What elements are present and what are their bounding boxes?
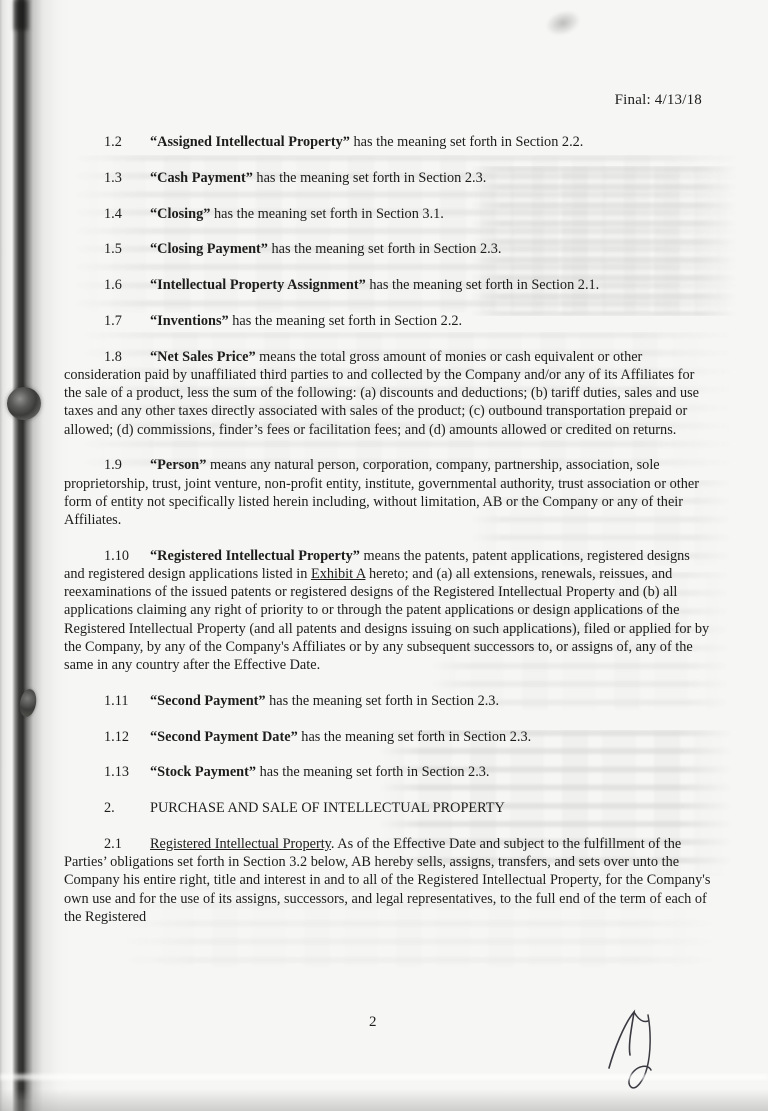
section-text: has the meaning set forth in Section 2.2. [349,134,584,150]
section-text: means any natural person, corporation, company, partnership, association, sole proprietorship, trust, joint venture, non-profit entity, institute, governmental authority, trust association or other form of entity not specifically listed herein including, without limitation, AB or the Company or any of their Affiliates. [64,457,700,528]
section-1-7 [64,312,712,330]
section-text: . As of the Effective Date and subject to the fulfillment of the Parties’ obligations set forth in Section 3.2 below, AB hereby sells, assigns, transfers, and sets over unto the Company his entire right, title and interest in and to all of the Registered Intellectual Property, for the Company's own use and for the use of its assigns, successors, and legal representatives, to the full end of the term of each of the Registered [64,836,711,925]
section-1-13 [64,763,712,781]
section-text: Exhibit A [310,566,366,582]
section-text: hereto; and (a) all extensions, renewals, reissues, and reexaminations of the issued patents or registered designs of the Registered Intellectual Property and (b) all applications claiming any right of priority to or through the patent applications or design applications of the Registered Intellectual Property (and all patents and designs issuing on such applications), filed or applied for by the Company, by any of the Company's Affiliates or by any subsequent successors to, or assigns of, any of the same in any country after the Effective Date. [64,566,710,674]
section-number: 1.5 [104,241,122,258]
section-1-5 [64,240,712,258]
section-1-10 [64,547,712,674]
document-body [64,133,712,944]
section-text: has the meaning set forth in Section 2.1. [365,277,600,294]
section-text: “Assigned Intellectual Property” [150,134,350,150]
section-number: 1.11 [104,692,129,709]
section-2 [64,799,712,817]
section-text: has the meaning set forth in Section 2.2. [228,312,463,329]
section-1-2 [64,133,712,151]
section-text: “Registered Intellectual Property” [150,547,360,564]
section-text: “Second Payment Date” [150,728,298,745]
section-number: 1.3 [104,169,122,186]
section-number: 1.4 [104,205,122,222]
section-text: “Person” [150,457,207,474]
section-2-1 [64,835,712,926]
section-text: has the meaning set forth in Section 2.3. [297,728,532,745]
section-1-3 [64,169,712,187]
section-number: 2. [104,800,115,817]
section-text: “Cash Payment” [150,169,253,186]
section-number: 1.2 [104,134,122,150]
section-1-11 [64,692,712,710]
scan-edge-shadow [0,0,72,1111]
page-number: 2 [369,1014,377,1030]
section-text: has the meaning set forth in Section 2.3. [252,169,487,186]
section-text: PURCHASE AND SALE OF INTELLECTUAL PROPERTY [150,800,505,817]
section-text: “Net Sales Price” [150,348,256,365]
section-text: means the total gross amount of monies or cash equivalent or other consideration paid by unaffiliated third parties to and collected by the Company and/or any of its Affiliates for the sale of a product, less the sum of the following: (a) discounts and deductions; (b) tariff duties, sales and use taxes and any other taxes directly associated with sales of the product; (c) outbound transportation prepaid or allowed; (d) commissions, finder’s fees or facilitation fees; and (d) amounts allowed or credited on returns. [64,348,700,438]
section-text: Registered Intellectual Property [150,836,331,852]
section-1-6 [64,276,712,294]
section-number: 2.1 [104,836,122,852]
document-version-header: Final: 4/13/18 [614,92,702,108]
section-number: 1.13 [104,764,130,781]
section-number: 1.9 [104,457,122,474]
scan-edge-shadow-top [14,0,28,30]
scan-bottom-shadow [0,1089,768,1111]
section-text: “Closing Payment” [150,241,268,258]
section-number: 1.7 [104,312,122,329]
scan-artifact-line [0,1074,768,1080]
scan-smudge [542,6,584,40]
section-1-9 [64,456,712,529]
binder-hole-icon [7,387,41,420]
section-text: “Intellectual Property Assignment” [150,277,366,294]
section-number: 1.12 [104,728,130,745]
section-number: 1.10 [104,547,130,564]
section-text: has the meaning set forth in Section 2.3. [256,764,490,781]
section-text: means the patents, patent applications, registered designs and registered design applications listed in [64,547,690,582]
section-number: 1.8 [104,348,122,365]
section-1-8 [64,348,712,439]
section-number: 1.6 [104,277,122,294]
section-text: has the meaning set forth in Section 3.1. [210,205,444,222]
section-text: “Stock Payment” [150,764,257,781]
section-text: “Closing” [150,205,211,222]
handwritten-initials [605,1008,661,1098]
section-1-4 [64,205,712,223]
section-1-12 [64,728,712,746]
section-text: has the meaning set forth in Section 2.3. [265,692,500,709]
section-text: “Inventions” [150,312,229,329]
section-text: has the meaning set forth in Section 2.3. [267,241,502,258]
section-text: “Second Payment” [150,692,266,709]
